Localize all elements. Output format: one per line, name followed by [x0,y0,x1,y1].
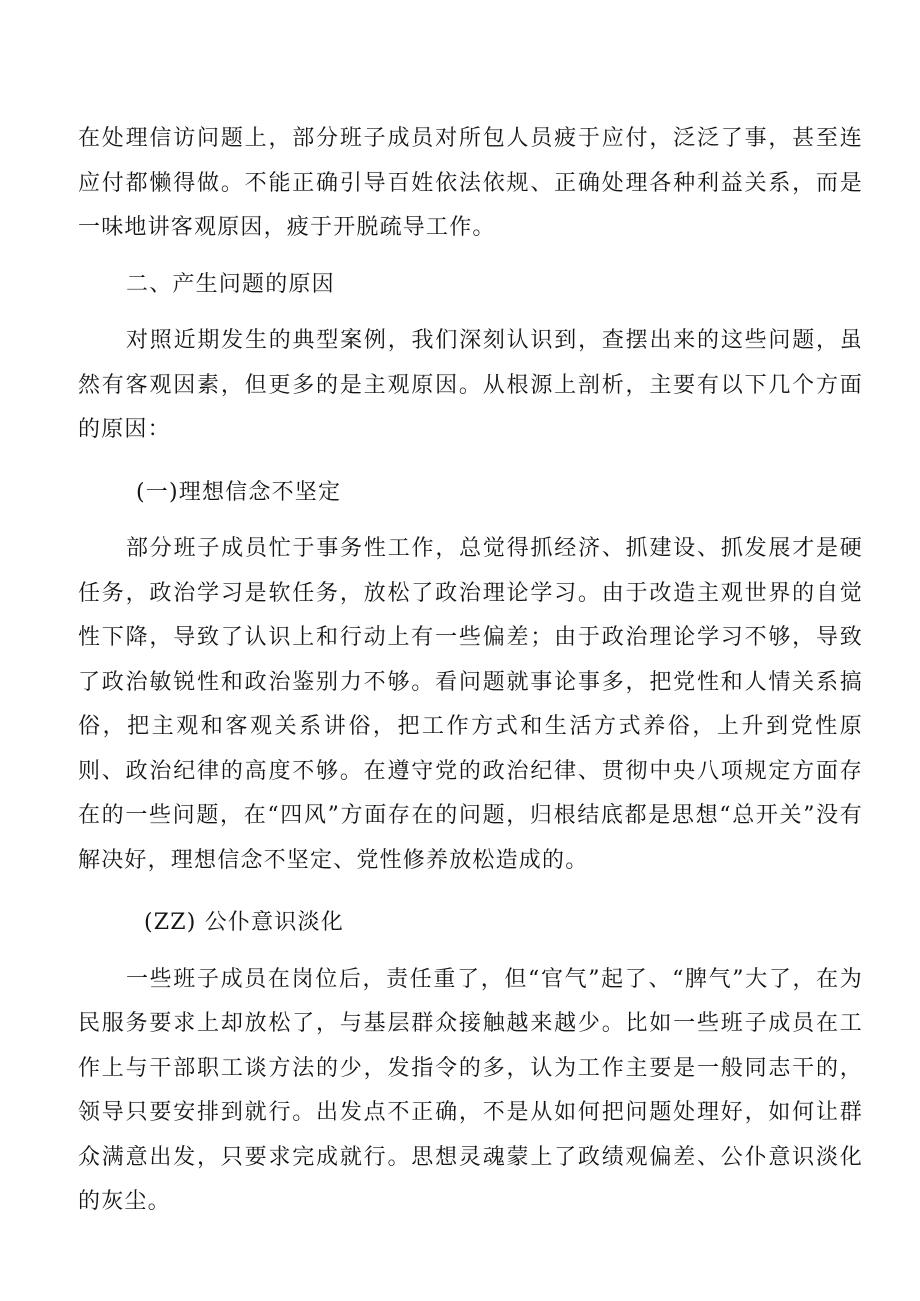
spacer [78,307,863,319]
spacer [78,453,863,471]
spacer [78,946,863,958]
paragraph-public-servant-awareness: 一些班子成员在岗位后，责任重了，但“官气”起了、“脾气”大了，在为民服务要求上却放松了，与基层群众接触越来越少。比如一些班子成员在工作上与干部职工谈方法的少，发指令的多，认为工作主要是一般同志干的，领导只要安排到就行。出发点不正确，不是从如何把问题处理好，如何让群众满意出发，只要求完成就行。思想灵魂蒙上了政绩观偏差、公仆意识淡化的灰尘。 [78,966,863,1214]
paragraph-petition-handling: 在处理信访问题上，部分班子成员对所包人员疲于应付，泛泛了事，甚至连应付都懒得做。不能正确引导百姓依法依规、正确处理各种利益关系，而是一味地讲客观原因，疲于开脱疏导工作。 [78,126,863,240]
paragraph-ideals-beliefs: 部分班子成员忙于事务性工作，总觉得抓经济、抓建设、抓发展才是硬任务，政治学习是软任务，放松了政治理论学习。由于改造主观世界的自觉性下降，导致了认识上和行动上有一些偏差；由于政治理论学习不够，导致了政治敏锐性和政治鉴别力不够。看问题就事论事多，把党性和人情关系搞俗，把主观和客观关系讲俗，把工作方式和生活方式养俗，上升到党性原则、政治纪律的高度不够。在遵守党的政治纪律、贯彻中央八项规定方面存在的一些问题，在“四风”方面存在的问题，归根结底都是思想“总开关”没有解决好，理想信念不坚定、党性修养放松造成的。 [78,536,863,873]
section-heading-causes: 二、产生问题的原因 [126,271,335,297]
spacer [78,251,863,263]
paragraph-causes-intro: 对照近期发生的典型案例，我们深刻认识到，查摆出来的这些问题，虽然有客观因素，但更多的是主观原因。从根源上剖析，主要有以下几个方面的原因： [78,328,863,442]
subheading-public-servant-awareness: (ZZ) 公仆意识淡化 [144,910,344,935]
spacer [78,883,863,901]
document-page [78,117,863,1225]
subheading-ideals-beliefs: (一)理想信念不坚定 [136,479,342,505]
spacer [78,515,863,527]
